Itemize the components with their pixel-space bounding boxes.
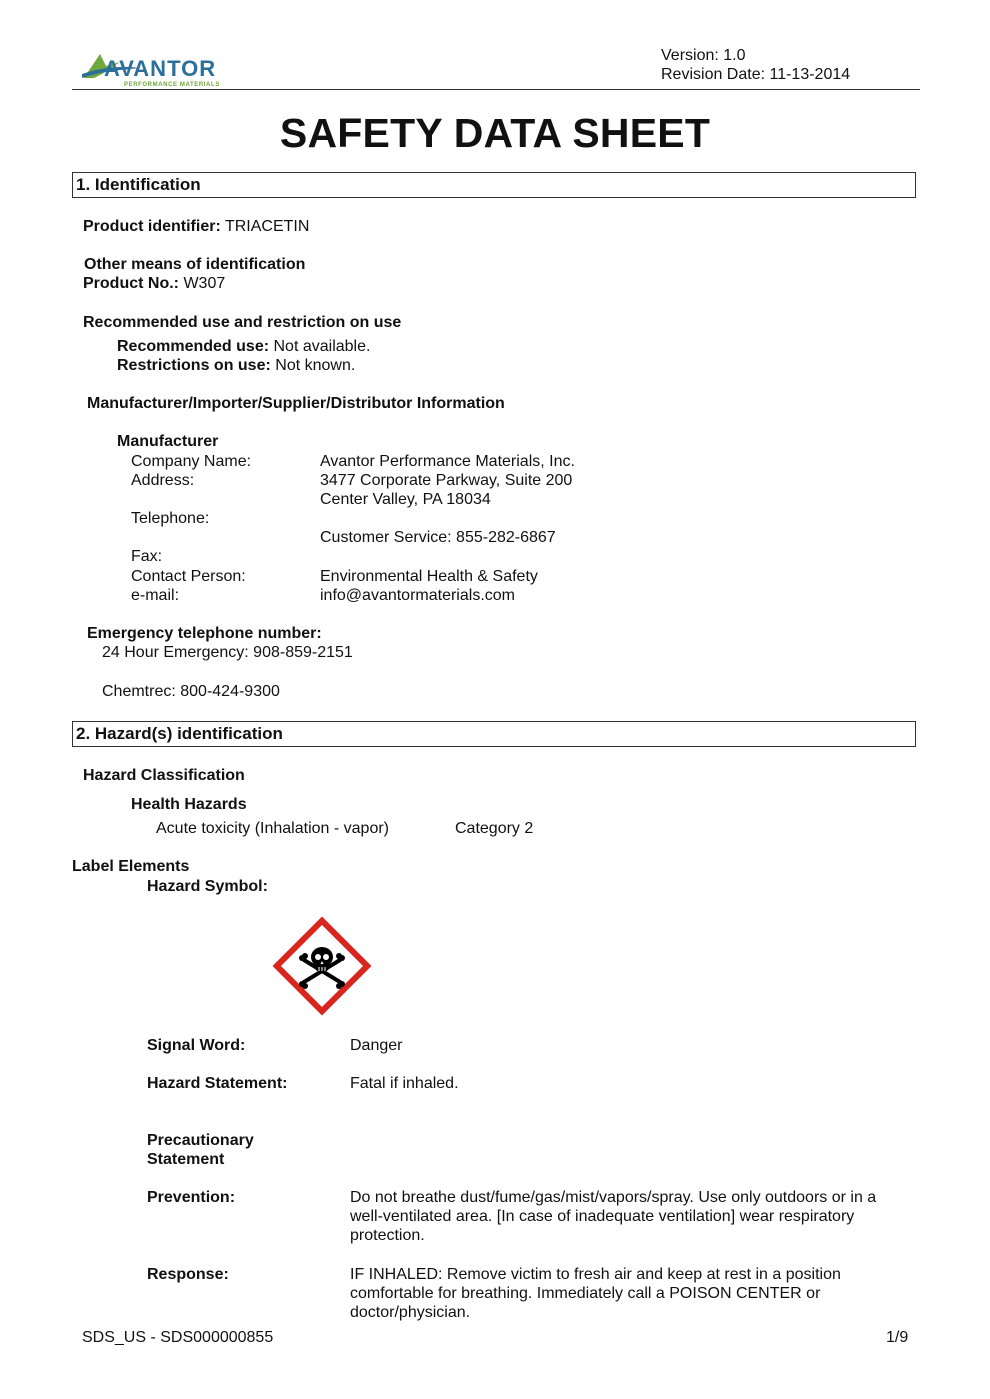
- address-line-2: Center Valley, PA 18034: [320, 491, 491, 508]
- contact-person-value: Environmental Health & Safety: [320, 568, 538, 585]
- footer-page-number: 1/9: [886, 1329, 909, 1346]
- response-label: Response:: [147, 1266, 229, 1283]
- email-value: info@avantormaterials.com: [320, 587, 515, 604]
- recommended-heading: Recommended use and restriction on use: [83, 314, 402, 331]
- footer-doc-id: SDS_US - SDS000000855: [82, 1329, 274, 1346]
- manufacturer-heading: Manufacturer: [117, 433, 219, 450]
- product-no-value: W307: [183, 275, 226, 292]
- signal-word-value: Danger: [350, 1037, 403, 1054]
- product-identifier-label: Product identifier:: [83, 218, 221, 235]
- logo-tagline: PERFORMANCE MATERIALS: [124, 82, 220, 88]
- company-name-value: Avantor Performance Materials, Inc.: [320, 453, 575, 470]
- prevention-label: Prevention:: [147, 1189, 236, 1206]
- product-identifier: [83, 217, 309, 236]
- fax-label: Fax:: [131, 548, 163, 565]
- section-2-heading: 2. Hazard(s) identification: [72, 721, 916, 747]
- hazard-statement-value: Fatal if inhaled.: [350, 1075, 459, 1092]
- company-name-label: Company Name:: [131, 453, 252, 470]
- restrictions-on-use: [117, 356, 355, 375]
- chemtrec: Chemtrec: 800-424-9300: [102, 683, 280, 700]
- telephone-value: Customer Service: 855-282-6867: [320, 529, 556, 546]
- company-logo: [80, 44, 250, 90]
- other-means-heading: Other means of identification: [84, 256, 306, 273]
- hazard-statement-label: Hazard Statement:: [147, 1075, 288, 1092]
- hazard-symbol-label: Hazard Symbol:: [147, 878, 268, 895]
- signal-word-label: Signal Word:: [147, 1037, 246, 1054]
- prevention-value: Do not breathe dust/fume/gas/mist/vapors/spray. Use only outdoors or in a well-ventilated area. [In case of inadequate ventilation] wear respiratory protection.: [350, 1189, 877, 1244]
- hazard-category: Category 2: [455, 820, 534, 837]
- recommended-use-value: Not available.: [273, 338, 371, 355]
- version: Version: 1.0: [661, 47, 746, 64]
- precautionary-line-1: Precautionary: [147, 1132, 254, 1149]
- address-line-1: 3477 Corporate Parkway, Suite 200: [320, 472, 573, 489]
- email-label: e-mail:: [131, 587, 180, 604]
- product-identifier-value: TRIACETIN: [224, 218, 310, 235]
- telephone-label: Telephone:: [131, 510, 210, 527]
- ghs-pictogram: [272, 916, 372, 1016]
- contact-person-label: Contact Person:: [131, 568, 246, 585]
- header-rule: [72, 89, 920, 90]
- health-hazards-heading: Health Hazards: [131, 796, 247, 813]
- restrictions-label: Restrictions on use:: [117, 357, 271, 374]
- product-number: [83, 274, 225, 293]
- recommended-use-label: Recommended use:: [117, 338, 270, 355]
- section-1-heading: 1. Identification: [72, 172, 916, 198]
- emergency-24h: 24 Hour Emergency: 908-859-2151: [102, 644, 353, 661]
- skull-crossbones-icon: [272, 916, 372, 1016]
- document-title: SAFETY DATA SHEET: [279, 110, 711, 156]
- product-no-label: Product No.:: [83, 275, 179, 292]
- restrictions-value: Not known.: [275, 357, 356, 374]
- response-value: IF INHALED: Remove victim to fresh air and keep at rest in a position comfortable for breathing. Immediately call a POISON CENTER or doctor/physician.: [350, 1266, 841, 1321]
- hazard-classification-heading: Hazard Classification: [83, 767, 245, 784]
- address-label: Address:: [131, 472, 195, 489]
- logo-wordmark: AVANTOR: [104, 56, 217, 81]
- precautionary-line-2: Statement: [147, 1151, 225, 1168]
- recommended-use: [117, 337, 370, 356]
- manufacturer-info-heading: Manufacturer/Importer/Supplier/Distributor Information: [87, 395, 505, 412]
- label-elements-heading: Label Elements: [72, 858, 190, 875]
- emergency-heading: Emergency telephone number:: [87, 625, 322, 642]
- avantor-logo-icon: [80, 44, 250, 90]
- revision-date: Revision Date: 11-13-2014: [661, 66, 851, 83]
- hazard-name: Acute toxicity (Inhalation - vapor): [156, 820, 389, 837]
